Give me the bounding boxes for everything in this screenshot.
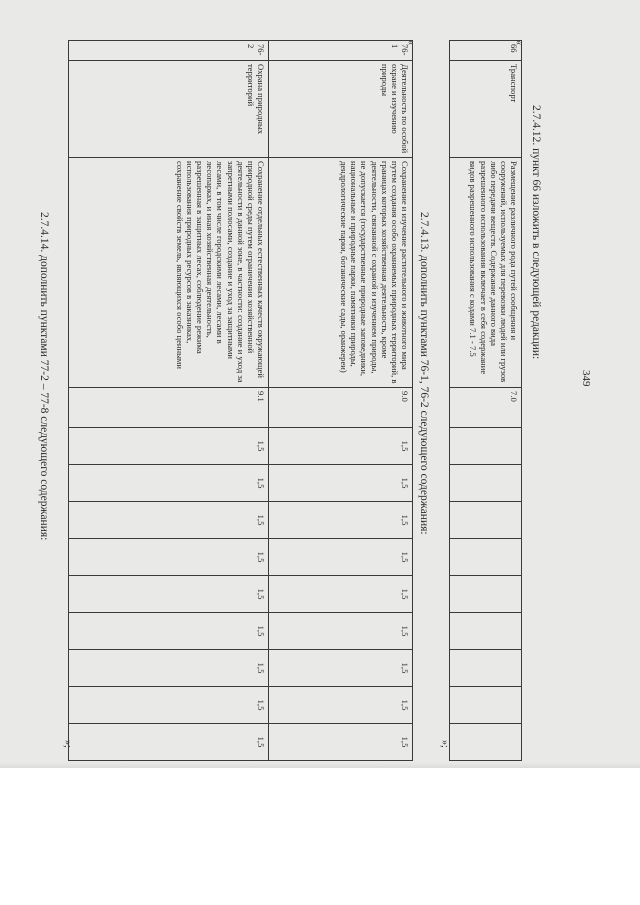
value-cell: 1,5 — [69, 539, 269, 576]
close-quote: »; — [62, 740, 73, 748]
row-description: Сохранение и изучение растительного и животного мира путем создания особо охраняемых природных территорий, в границах которых хозяйственная деятельность, кроме деятельности, связанной с охраной и изучением природы, не допускается (государственные природные заповедники, национальные и природные парки, памятники природы, дендрологические парки, ботанические сады, оранжереи) — [269, 158, 413, 388]
row-description: Размещение различного рода путей сообщения и сооружений, используемых для перевозки людей или грузов либо передачи веществ. Содержание данного вида разрешенного использования включает в себя содержание видов разрешенного использования с кодами 7.1 - 7.5 — [450, 158, 522, 388]
value-cell — [450, 576, 522, 613]
table-row — [450, 41, 522, 761]
value-cell — [450, 539, 522, 576]
row-number: 76-1 — [269, 41, 413, 61]
row-number: 76-2 — [69, 41, 269, 61]
section-1-heading: 2.7.4.12. пункт 66 изложить в следующей редакции: — [530, 105, 542, 360]
value-cell: 1,5 — [269, 613, 413, 650]
value-cell — [450, 465, 522, 502]
value-cell — [450, 724, 522, 761]
row-name: Деятельность по особой охране и изучению природы — [269, 61, 413, 158]
row-name: Охрана природных территорий — [69, 61, 269, 158]
page-number: 349 — [580, 370, 592, 387]
table-row — [269, 41, 413, 761]
row-name: Транспорт — [450, 61, 522, 158]
value-cell: 1,5 — [269, 428, 413, 465]
value-cell: 1,5 — [269, 650, 413, 687]
value-cell: 1,5 — [69, 687, 269, 724]
value-cell: 1,5 — [269, 465, 413, 502]
table-row — [69, 41, 269, 761]
section-2-heading: 2.7.4.13. дополнить пунктами 76-1, 76-2 следующего содержания: — [418, 212, 430, 535]
value-cell — [450, 502, 522, 539]
value-cell — [450, 687, 522, 724]
value-cell: 1,5 — [69, 724, 269, 761]
table-section-2 — [68, 40, 413, 761]
value-cell: 1,5 — [69, 502, 269, 539]
section-3-heading: 2.7.4.14. дополнить пунктами 77-2 – 77-8 следующего содержания: — [38, 212, 50, 541]
row-code: 7.0 — [450, 388, 522, 428]
row-code: 9.1 — [69, 388, 269, 428]
close-quote: »; — [439, 740, 450, 748]
value-cell: 1,5 — [269, 724, 413, 761]
open-quote: « — [513, 40, 524, 45]
value-cell: 1,5 — [69, 650, 269, 687]
value-cell: 1,5 — [69, 428, 269, 465]
value-cell: 1,5 — [69, 576, 269, 613]
value-cell: 1,5 — [269, 502, 413, 539]
value-cell: 1,5 — [269, 687, 413, 724]
value-cell — [450, 428, 522, 465]
value-cell — [450, 650, 522, 687]
value-cell — [450, 613, 522, 650]
row-code: 9.0 — [269, 388, 413, 428]
table-section-1 — [449, 40, 522, 761]
open-quote: « — [405, 40, 416, 45]
value-cell: 1,5 — [69, 613, 269, 650]
row-number: 66 — [450, 41, 522, 61]
value-cell: 1,5 — [269, 539, 413, 576]
value-cell: 1,5 — [269, 576, 413, 613]
row-description: Сохранение отдельных естественных качеств окружающей природной среды путем ограничения хозяйственной деятельности в данной зоне, в частности: создание и уход за запретными полосами, создание и уход за защитными лесами, в том числе городскими лесами, лесами в лесопарках, и иная хозяйственная деятельность, разрешенная в защитных лесах, соблюдение режима использования природных ресурсов в заказниках, сохранение свойств земель, являющихся особо ценными — [69, 158, 269, 388]
value-cell: 1,5 — [69, 465, 269, 502]
